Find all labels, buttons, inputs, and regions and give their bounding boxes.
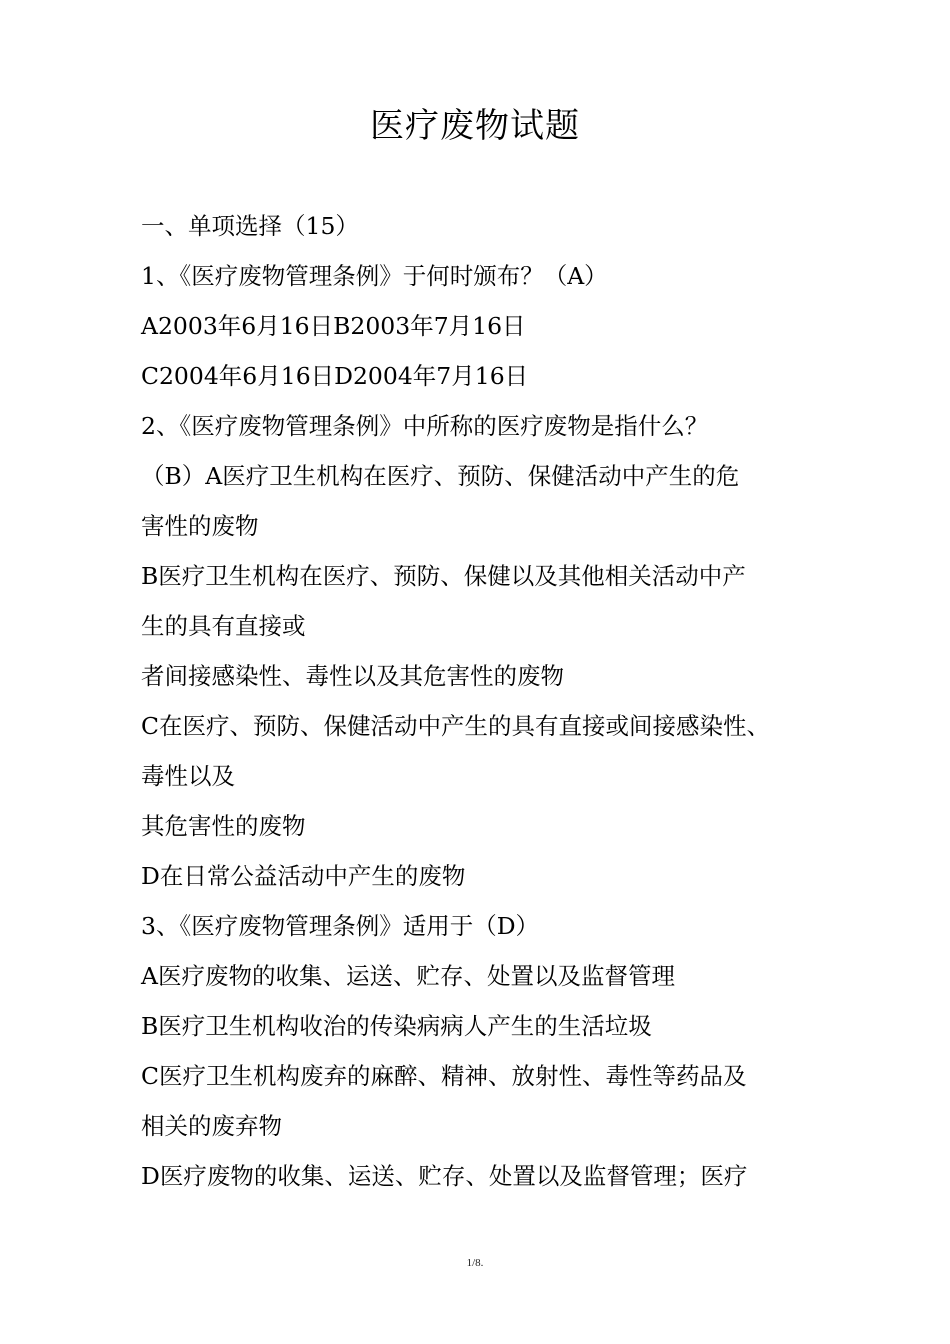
text-line: 2、《医疗废物管理条例》中所称的医疗废物是指什么？ (141, 412, 709, 440)
text-line: 相关的废弃物 (141, 1112, 282, 1140)
text-line: 一、单项选择（15） (141, 212, 359, 240)
text-line: B医疗卫生机构收治的传染病病人产生的生活垃圾 (141, 1012, 652, 1040)
document-body (141, 204, 831, 1204)
text-line: 生的具有直接或 (141, 612, 306, 640)
text-line: 3、《医疗废物管理条例》适用于（D） (141, 912, 540, 940)
text-line: D医疗废物的收集、运送、贮存、处置以及监督管理；医疗 (141, 1162, 748, 1190)
text-line: 者间接感染性、毒性以及其危害性的废物 (141, 662, 564, 690)
document-title: 医疗废物试题 (370, 106, 580, 146)
text-line: A医疗废物的收集、运送、贮存、处置以及监督管理 (141, 962, 675, 990)
text-line: 1、《医疗废物管理条例》于何时颁布？（A） (141, 262, 608, 290)
text-line: D在日常公益活动中产生的废物 (141, 862, 466, 890)
text-line: C在医疗、预防、保健活动中产生的具有直接或间接感染性、 (141, 712, 770, 740)
text-line: 其危害性的废物 (141, 812, 306, 840)
text-line: A2003年6月16日B2003年7月16日 (141, 312, 526, 340)
text-line: 害性的废物 (141, 512, 259, 540)
text-line: C医疗卫生机构废弃的麻醉、精神、放射性、毒性等药品及 (141, 1062, 747, 1090)
text-line: C2004年6月16日D2004年7月16日 (141, 362, 529, 390)
text-line: （B）A医疗卫生机构在医疗、预防、保健活动中产生的危 (141, 462, 740, 490)
page-number: 1/8. (466, 1257, 484, 1269)
text-line: B医疗卫生机构在医疗、预防、保健以及其他相关活动中产 (141, 562, 746, 590)
text-line: 毒性以及 (141, 762, 235, 790)
